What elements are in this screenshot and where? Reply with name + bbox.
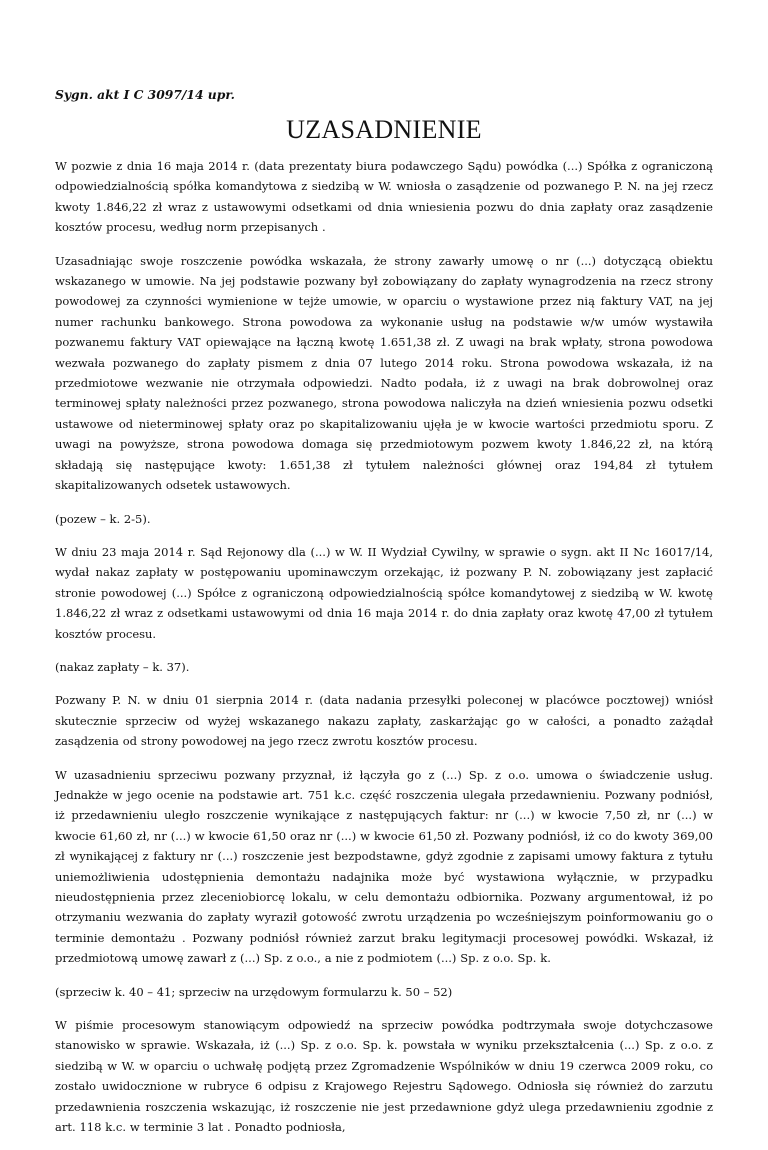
- paragraph-objection: Pozwany P. N. w dniu 01 sierpnia 2014 r. (data nadania przesyłki poleconej w placówce pocztowej) wniósł skutecznie sprzeciw od wyżej wskazanego nakazu zapłaty, zaskarżając go w całości, a ponadto zażądał zasądzenia od strony powodowej na jego rzecz zwrotu kosztów procesu.: [55, 693, 713, 749]
- reference-objection: (sprzeciw k. 40 – 41; sprzeciw na urzędowym formularzu k. 50 – 52): [55, 984, 453, 999]
- case-signature: Sygn. akt I C 3097/14 upr.: [55, 87, 235, 102]
- document-page: [55, 86, 713, 1150]
- document-title: UZASADNIENIE: [286, 115, 482, 144]
- paragraph-claim: W pozwie z dnia 16 maja 2014 r. (data prezentaty biura podawczego Sądu) powódka (...) Spółka z ograniczoną odpowiedzialnością spółka komandytowa z siedzibą w W. wniosła o zasądzenie od pozwanego P. N. na jej rzecz kwoty 1.846,22 zł wraz z ustawowymi odsetkami od dnia wniesienia pozwu do dnia zapłaty oraz zasądzenie kosztów procesu, według norm przepisanych .: [55, 159, 713, 235]
- paragraph-payment-order: W dniu 23 maja 2014 r. Sąd Rejonowy dla (...) w W. II Wydział Cywilny, w sprawie o sygn. akt II Nc 16017/14, wydał nakaz zapłaty w postępowaniu upominawczym orzekając, iż pozwany P. N. zobowiązany jest zapłacić stronie powodowej (...) Spółce z ograniczoną odpowiedzialnością spółce komandytowej z siedzibą w W. kwotę 1.846,22 zł wraz z odsetkami ustawowymi od dnia 16 maja 2014 r. do dnia zapłaty oraz kwotę 47,00 zł tytułem kosztów procesu.: [55, 544, 713, 641]
- reference-payment-order: (nakaz zapłaty – k. 37).: [55, 659, 190, 674]
- reference-claim: (pozew – k. 2-5).: [55, 511, 151, 526]
- paragraph-justification: Uzasadniając swoje roszczenie powódka wskazała, że strony zawarły umowę o nr (...) dotyczącą obiektu wskazanego w umowie. Na jej podstawie pozwany był zobowiązany do zapłaty wynagrodzenia na rzecz strony powodowej za czynności wymienione w tejże umowie, w oparciu o wystawione przez nią faktury VAT, na jej numer rachunku bankowego. Strona powodowa za wykonanie usług na podstawie w/w umów wystawiła pozwanemu faktury VAT opiewające na łączną kwotę 1.651,38 zł. Z uwagi na brak wpłaty, strona powodowa wezwała pozwanego do zapłaty pismem z dnia 07 lutego 2014 roku. Strona powodowa wskazała, iż na przedmiotowe wezwanie nie otrzymała odpowiedzi. Nadto podała, iż z uwagi na brak dobrowolnej oraz terminowej spłaty należności przez pozwanego, strona powodowa naliczyła na dzień wniesienia pozwu odsetki ustawowe od nieterminowej spłaty oraz po skapitalizowaniu ujęła je w kwocie wartości przedmiotu sporu. Z uwagi na powyższe, strona powodowa domaga się przedmiotowym pozwem kwoty 1.846,22 zł, na którą składają się następujące kwoty: 1.651,38 zł tytułem należności głównej oraz 194,84 zł tytułem skapitalizowanych odsetek ustawowych.: [55, 253, 713, 493]
- paragraph-response: W piśmie procesowym stanowiącym odpowiedź na sprzeciw powódka podtrzymała swoje dotychczasowe stanowisko w sprawie. Wskazała, iż (...) Sp. z o.o. Sp. k. powstała w wyniku przekształcenia (...) Sp. z o.o. z siedzibą w W. w oparciu o uchwałę podjętą przez Zgromadzenie Wspólników w dniu 19 czerwca 2009 roku, co zostało uwidocznione w rubryce 6 odpisu z Krajowego Rejestru Sądowego. Odniosła się również do zarzutu przedawnienia roszczenia wskazując, iż roszczenie nie jest przedawnione gdyż ulega przedawnieniu zgodnie z art. 118 k.c. w terminie 3 lat . Ponadto podniosła,: [55, 1018, 713, 1135]
- paragraph-objection-reasons: W uzasadnieniu sprzeciwu pozwany przyznał, iż łączyła go z (...) Sp. z o.o. umowa o świadczenie usług. Jednakże w jego ocenie na podstawie art. 751 k.c. część roszczenia ulegała przedawnieniu. Pozwany podniósł, iż przedawnieniu uległo roszczenie wynikające z następujących faktur: nr (...) w kwocie 7,50 zł, nr (...) w kwocie 61,60 zł, nr (...) w kwocie 61,50 oraz nr (...) w kwocie 61,50 zł. Pozwany podniósł, iż co do kwoty 369,00 zł wynikającej z faktury nr (...) roszczenie jest bezpodstawne, gdyż zgodnie z zapisami umowy faktura z tytułu uniemożliwienia udostępnienia demontażu nadajnika może być wystawiona wyłącznie, w przypadku nieudostępnienia przez zleceniobiorcę lokalu, w celu demontażu odbiornika. Pozwany argumentował, iż po otrzymaniu wezwania do zapłaty wyraził gotowość zwrotu urządzenia po wcześniejszym poinformowaniu go o terminie demontażu . Pozwany podniósł również zarzut braku legitymacji procesowej powódki. Wskazał, iż przedmiotową umowę zawarł z (...) Sp. z o.o., a nie z podmiotem (...) Sp. z o.o. Sp. k.: [55, 767, 713, 966]
